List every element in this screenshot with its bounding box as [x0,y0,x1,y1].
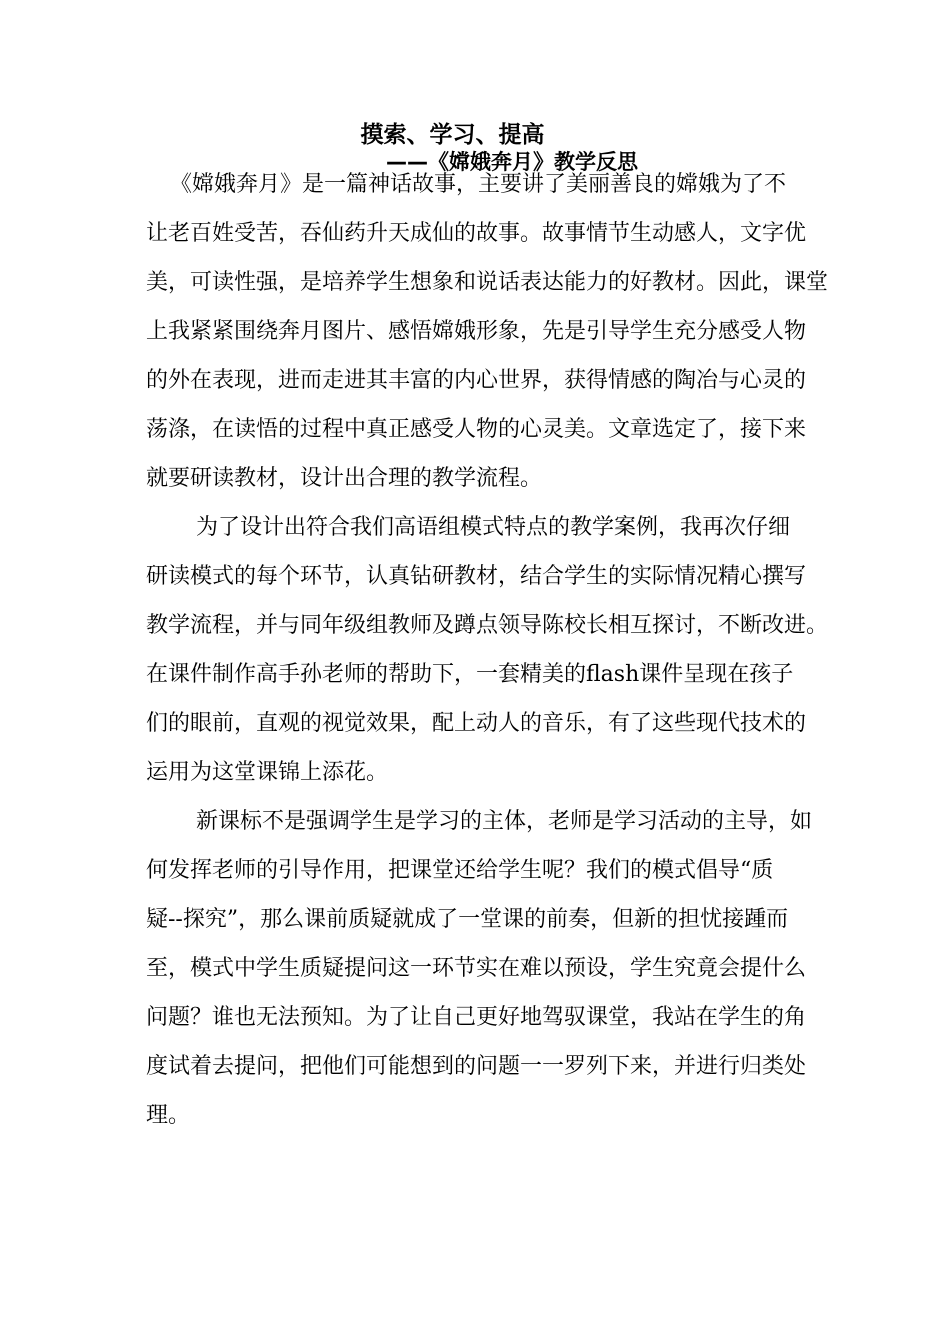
paragraph-line: 们的眼前，直观的视觉效果，配上动人的音乐，有了这些现代技术的 [146,711,807,736]
paragraph-line: 美，可读性强，是培养学生想象和说话表达能力的好教材。因此，课堂 [146,270,829,295]
paragraph-line: 至，模式中学生质疑提问这一环节实在难以预设，学生究竟会提什么 [146,956,807,981]
paragraph-line: 新课标不是强调学生是学习的主体，老师是学习活动的主导，如 [196,809,813,834]
paragraph-line: 上我紧紧围绕奔月图片、感悟嫦娥形象，先是引导学生充分感受人物 [146,319,807,344]
paragraph-line: 《嫦娥奔月》是一篇神话故事，主要讲了美丽善良的嫦娥为了不 [170,172,787,197]
paragraph-line: 何发挥老师的引导作用，把课堂还给学生呢？我们的模式倡导“质 [146,858,774,883]
paragraph-line: 理。 [146,1103,191,1128]
paragraph-line: 问题？谁也无法预知。为了让自己更好地驾驭课堂，我站在学生的角 [146,1005,807,1030]
paragraph-line: 教学流程，并与同年级组教师及蹲点领导陈校长相互探讨，不断改进。 [146,613,829,638]
paragraph-line: 运用为这堂课锦上添花。 [146,760,389,785]
paragraph-line: 为了设计出符合我们高语组模式特点的教学案例，我再次仔细 [196,515,791,540]
paragraph-line: 疑--探究”，那么课前质疑就成了一堂课的前奏，但新的担忧接踵而 [146,907,789,932]
paragraph-line: 度试着去提问，把他们可能想到的问题一一罗列下来，并进行归类处 [146,1054,807,1079]
paragraph-line: 让老百姓受苦，吞仙药升天成仙的故事。故事情节生动感人，文字优 [146,221,807,246]
paragraph-line: 的外在表现，进而走进其丰富的内心世界，获得情感的陶冶与心灵的 [146,368,807,393]
paragraph-line: 在课件制作高手孙老师的帮助下，一套精美的flash课件呈现在孩子 [146,662,794,687]
document-title: 摸索、学习、提高 [360,122,545,148]
document-subtitle: ——《嫦娥奔月》教学反思 [386,150,638,174]
paragraph-line: 就要研读教材，设计出合理的教学流程。 [146,466,543,491]
paragraph-line: 研读模式的每个环节，认真钻研教材，结合学生的实际情况精心撰写 [146,564,807,589]
paragraph-line: 荡涤，在读悟的过程中真正感受人物的心灵美。文章选定了，接下来 [146,417,807,442]
